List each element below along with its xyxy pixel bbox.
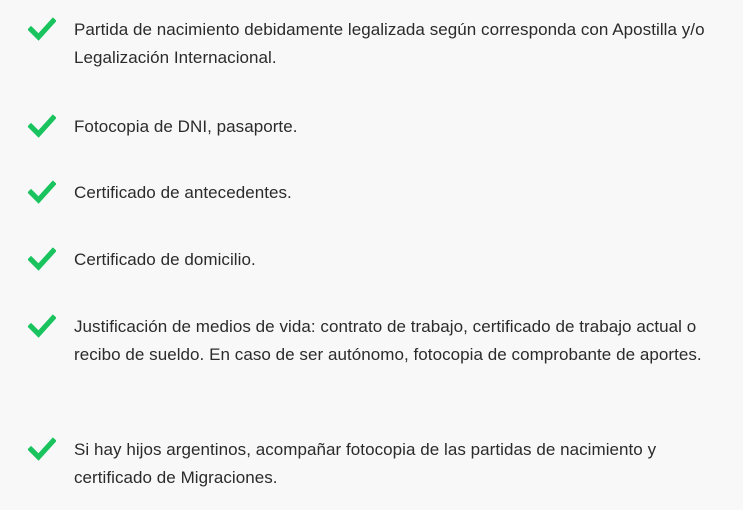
- requirement-text: Fotocopia de DNI, pasaporte.: [74, 117, 298, 136]
- check-icon: [28, 17, 56, 41]
- check-icon: [28, 247, 56, 271]
- requirement-text: Justificación de medios de vida: contrato de trabajo, certificado de trabajo actual o recibo de sueldo. En caso de ser autónomo, fotocopia de comprobante de aportes.: [74, 317, 702, 364]
- check-icon: [28, 314, 56, 338]
- requirement-text: Certificado de antecedentes.: [74, 183, 292, 202]
- requirement-text: Si hay hijos argentinos, acompañar fotocopia de las partidas de nacimiento y certificado de Migraciones.: [74, 440, 657, 487]
- requirement-text: Partida de nacimiento debidamente legalizada según corresponda con Apostilla y/o Legalización Internacional.: [74, 20, 705, 67]
- requirement-text: Certificado de domicilio.: [74, 250, 256, 269]
- check-icon: [28, 180, 56, 204]
- check-icon: [28, 114, 56, 138]
- check-icon: [28, 437, 56, 461]
